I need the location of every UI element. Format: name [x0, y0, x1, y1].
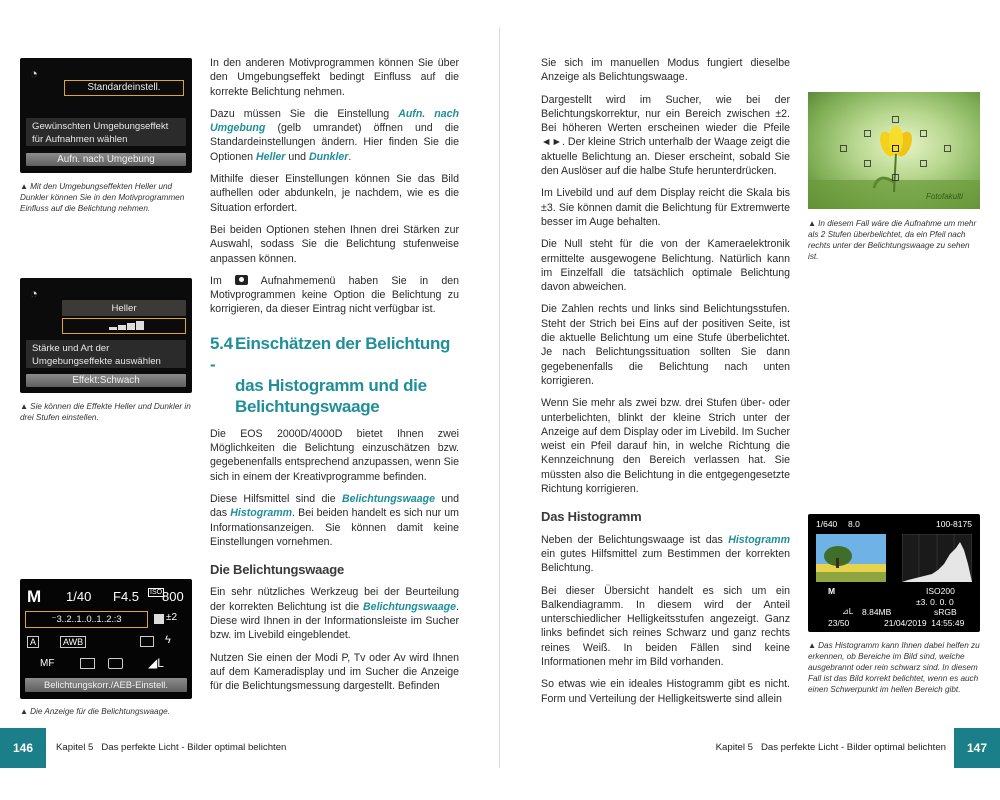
playback-filesize: 8.84MB — [862, 607, 892, 617]
ambience-description: Gewünschten Umgebungseffekt für Aufnahmen wählen — [26, 118, 186, 146]
intensity-selector — [62, 318, 186, 334]
subheading: Die Belichtungswaage — [210, 562, 344, 578]
histogram-graph — [902, 534, 972, 582]
paragraph: Bei beiden Optionen stehen Ihnen drei Stärken zur Auswahl, sodass Sie die Belichtung stufenweise anpassen können. — [210, 223, 459, 265]
left-text-column — [210, 56, 459, 702]
playback-iso: ISO200 — [926, 586, 955, 596]
ambience-shot-button: Aufn. nach Umgebung — [26, 153, 186, 166]
af-point — [944, 145, 951, 152]
footer-left: Kapitel 5 Das perfekte Licht - Bilder optimal belichten — [56, 742, 287, 753]
af-point — [892, 116, 899, 123]
exposure-comp-button: Belichtungskorr./AEB-Einstell. — [25, 678, 187, 692]
caption-triangle-icon: ▲ — [808, 641, 817, 650]
shutter-display: 1/40 — [66, 589, 92, 604]
af-point — [920, 130, 927, 137]
paragraph: Mithilfe dieser Einstellungen können Sie das Bild aufhellen oder abdunkeln, je nachdem, wie es die Situation erfordert. — [210, 173, 459, 214]
paragraph: Sie sich im manuellen Modus fungiert dieselbe Anzeige als Belichtungswaage. — [541, 57, 790, 84]
af-point — [864, 160, 871, 167]
af-point — [920, 160, 927, 167]
standard-setting-box: Standardeinstell. — [64, 80, 184, 96]
histogram-playback-screen — [808, 514, 980, 632]
camera-screen-ambience — [20, 58, 192, 173]
page-number-right: 147 — [954, 728, 1000, 768]
paragraph: Wenn Sie mehr als zwei bzw. drei Stufen über- oder unterbelichten, blinkt der kleine Strich unter der Anzeige auf dem Display oder im Livebild. Im Sucher weist ein Pfeil darauf hin, in welche Richtung die Kennzeichnung den Bereich verlassen hat. Sie müssten also die Belichtung in die entgegengesetzte Richtung korrigieren. — [541, 397, 790, 496]
paragraph: Die Zahlen rechts und links sind Belichtungsstufen. Steht der Strich bei Eins auf der positiven Seite, ist die aktuelle Belichtung um eine Stufe überbelichtet. Je nach Belichtungssituation sollten Sie dann gegebenenfalls die Belichtung nach unten korrigieren. — [541, 303, 790, 387]
camera-icon — [235, 275, 248, 285]
metering-icon — [108, 658, 123, 669]
caption-triangle-icon: ▲ — [20, 402, 29, 411]
iso-tag: ISO — [150, 589, 163, 596]
flash-comp-value: ±2 — [166, 612, 178, 623]
paragraph: In den anderen Motivprogrammen können Sie über den Umgebungseffekt bedingt Einfluss auf die korrekte Belichtung nehmen. — [210, 57, 459, 98]
paragraph: Bei dieser Übersicht handelt es sich um ein Balkendiagramm. In diesem wird der Anteil unterschiedlicher Helligkeitsstufen angezeigt. Ganz links befindet sich reines Schwarz und ganz rechts reines Weiß. In beiden Fällen sind keine Informationen mehr im Bild vorhanden. — [541, 584, 790, 668]
paragraph: Ein sehr nützliches Werkzeug bei der Beurteilung der korrekten Belichtung ist die Belichtungswaage. Diese wird Ihnen in der Informationsleiste im Sucher bzw. im Livebild eingeblendet. — [210, 586, 459, 642]
drive-mode-icon — [140, 636, 154, 647]
caption-screen1: ▲ Mit den Umgebungseffekten Heller und Dunkler können Sie in den Motivprogrammen Einfluss auf die Belichtung nehmen. — [20, 182, 185, 213]
playback-colorspace: sRGB — [934, 607, 957, 617]
paragraph: Dargestellt wird im Sucher, wie bei der Belichtungskorrektur, nur ein Bereich zwischen ±2. Bei höheren Werten erscheinen wieder die Pfeile ◄►. Der kleine Strich unterhalb der Waage zeigt die aktuelle Belichtung an. Dieser erscheint, sobald Sie den Auslöser auf die halbe Stufe herunterdrücken. — [541, 93, 790, 178]
playback-exposure: ±3. 0. 0. 0 — [916, 597, 954, 607]
section-heading: 5.4 Einschätzen der Belichtung - das Histogramm und die Belichtungswaage — [210, 333, 451, 416]
mode-display: M — [27, 587, 42, 606]
photo-watermark: Fotofakulti — [926, 192, 963, 201]
playback-mode: M — [828, 586, 836, 596]
caption-triangle-icon: ▲ — [808, 219, 817, 228]
af-point — [840, 145, 847, 152]
aperture-display: F4.5 — [113, 589, 140, 604]
paragraph: Im Livebild und auf dem Display reicht die Skala bis ±3. Sie können damit die Belichtung für Extremwerte besser im Auge behalten. — [541, 187, 790, 228]
paragraph: Im Aufnahmemenü haben Sie in den Motivprogrammen keine Option die Belichtung zu korrigieren, da dieser Eintrag nicht verfügbar ist. — [210, 274, 459, 316]
scene-mode-icon: ◔ — [30, 66, 38, 81]
playback-aperture: 8.0 — [848, 519, 860, 529]
scene-mode-icon: ◔ — [30, 286, 38, 301]
af-point — [892, 145, 899, 152]
caption-histogram: ▲ Das Histogramm kann Ihnen dabei helfen zu erkennen, ob Bereiche im Bild sind, welche ausgebrannt oder rein schwarz sind. In diesem Fall ist das Bild korrekt belichtet, wenn es auch einen Schwerpunkt im hellen Bereich gibt. — [808, 641, 980, 694]
caption-triangle-icon: ▲ — [20, 182, 29, 191]
caption-screen3: ▲ Die Anzeige für die Belichtungswaage. — [20, 707, 170, 716]
intensity-description: Stärke und Art der Umgebungseffekte auswählen — [26, 340, 186, 368]
af-point — [864, 130, 871, 137]
camera-screen-quick-control — [20, 579, 192, 699]
footer-right: Kapitel 5 Das perfekte Licht - Bilder optimal belichten — [715, 742, 946, 753]
playback-folder: 100-8175 — [936, 519, 972, 529]
page-gutter — [499, 28, 500, 768]
caption-screen2: ▲ Sie können die Effekte Heller und Dunkler in drei Stufen einstellen. — [20, 402, 191, 422]
paragraph: Neben der Belichtungswaage ist das Histogramm ein gutes Hilfsmittel zum Bestimmen der korrekten Belichtung. — [541, 533, 790, 575]
exposure-scale: ⁻3..2..1..0..1..2.:3 — [25, 611, 148, 628]
paragraph: Nutzen Sie einen der Modi P, Tv oder Av wird Ihnen auf dem Kameradisplay und im Sucher die Anzeige für die Belichtungsmessung dargestellt. Befinden — [210, 651, 459, 693]
paragraph: Diese Hilfsmittel sind die Belichtungswaage und das Histogramm. Bei beiden handelt es sich nur um Informationsanzeigen. Sie können damit keine Einstellungen vornehmen. — [210, 492, 459, 548]
thumbnail-image — [816, 534, 886, 582]
picture-style-icon: A — [27, 636, 39, 648]
playback-quality: ⊿L — [842, 607, 854, 616]
page-number-left: 146 — [0, 728, 46, 768]
af-point — [892, 174, 899, 181]
quality-display: ◢L — [148, 656, 164, 670]
focus-mode-display: MF — [40, 658, 55, 669]
right-text-column — [541, 56, 790, 714]
paragraph: Die EOS 2000D/4000D bietet Ihnen zwei Möglichkeiten die Belichtung einzuschätzen bzw. gegebenenfalls entsprechend anzupassen, wenn Sie sich in einem der Kreativprogramme befinden. — [210, 427, 459, 483]
paragraph: Dazu müssen Sie die Einstellung Aufn. nach Umgebung (gelb umrandet) öffnen und die Standardeinstellungen ändern. Hier finden Sie die Optionen Heller und Dunkler. — [210, 107, 459, 163]
playback-shutter: 1/640 — [816, 519, 838, 529]
subheading: Das Histogramm — [541, 509, 642, 525]
playback-frame: 23/50 — [828, 618, 850, 628]
overexposed-flower-photo — [808, 92, 980, 209]
intensity-bars-icon — [63, 319, 185, 333]
paragraph: Die Null steht für die von der Kameraelektronik ermittelte ausgewogene Belichtung. Natürlich kann im Einzelfall die tatsächlich optimale Belichtung davon abweichen. — [541, 238, 790, 294]
paragraph: So etwas wie ein ideales Histogramm gibt es nicht. Form und Verteilung der Helligkeitswerte sind allein — [541, 678, 790, 705]
flash-icon: ϟ — [165, 634, 171, 646]
iso-display: 800 — [162, 589, 184, 604]
playback-date: 21/04/2019 14:55:49 — [884, 618, 965, 628]
flash-comp-icon — [154, 614, 164, 624]
camera-screen-brighter — [20, 278, 192, 393]
continuous-shot-icon — [80, 658, 95, 669]
white-balance-icon: AWB — [60, 636, 86, 648]
brighter-value-label: Heller — [62, 300, 186, 316]
caption-triangle-icon: ▲ — [20, 707, 29, 716]
caption-flower-photo: ▲ In diesem Fall wäre die Aufnahme um mehr als 2 Stufen überbelichtet, da ein Pfeil nach rechts unter der Belichtungswaage zu sehen ist. — [808, 219, 977, 261]
effect-weak-button: Effekt:Schwach — [26, 374, 186, 387]
